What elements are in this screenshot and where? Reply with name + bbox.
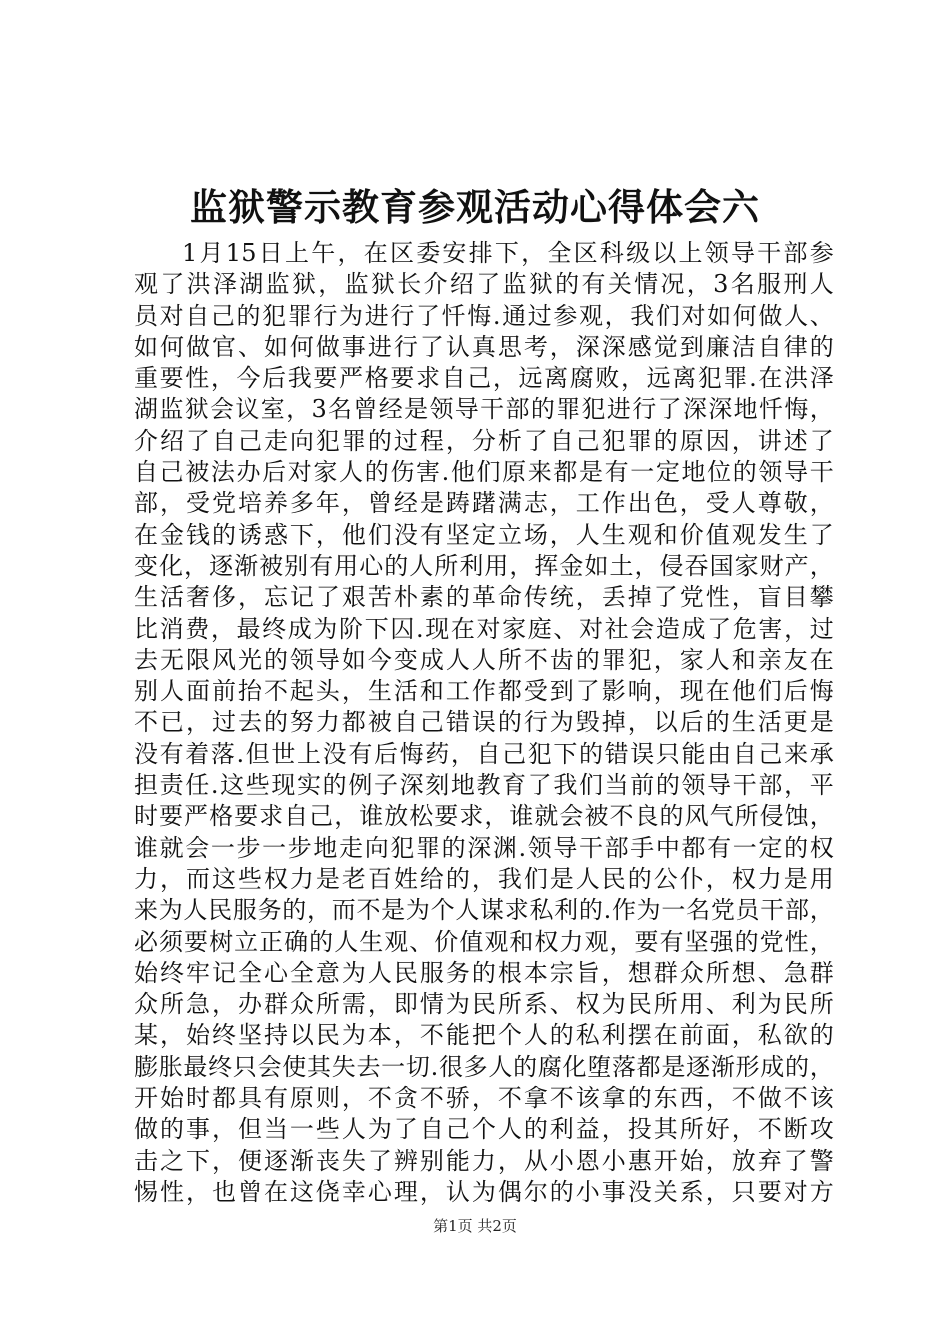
body-line: 击之下，便逐渐丧失了辨别能力，从小恩小惠开始，放弃了警	[134, 1146, 834, 1175]
document-title: 监狱警示教育参观活动心得体会六	[190, 185, 760, 229]
body-line: 开始时都具有原则，不贪不骄，不拿不该拿的东西，不做不该	[134, 1084, 834, 1113]
body-line: 时要严格要求自己，谁放松要求，谁就会被不良的风气所侵蚀，	[134, 802, 834, 831]
body-line: 担责任.这些现实的例子深刻地教育了我们当前的领导干部，平	[134, 771, 834, 800]
body-line: 观了洪泽湖监狱，监狱长介绍了监狱的有关情况，3名服刑人	[134, 270, 834, 299]
body-line: 惕性，也曾在这侥幸心理，认为偶尔的小事没关系，只要对方	[134, 1177, 834, 1206]
body-line: 重要性，今后我要严格要求自己，远离腐败，远离犯罪.在洪泽	[134, 364, 834, 393]
body-line: 在金钱的诱惑下，他们没有坚定立场，人生观和价值观发生了	[134, 520, 834, 549]
body-line: 介绍了自己走向犯罪的过程，分析了自己犯罪的原因，讲述了	[134, 426, 834, 455]
page-number-footer: 第1页 共2页	[433, 1217, 517, 1235]
body-line: 去无限风光的领导如今变成人人所不齿的罪犯，家人和亲友在	[134, 645, 834, 674]
body-line: 众所急，办群众所需，即情为民所系、权为民所用、利为民所	[134, 990, 834, 1019]
body-line: 比消费，最终成为阶下囚.现在对家庭、对社会造成了危害，过	[134, 614, 834, 643]
body-line: 湖监狱会议室，3名曾经是领导干部的罪犯进行了深深地忏悔，	[134, 395, 834, 424]
body-line: 力，而这些权力是老百姓给的，我们是人民的公仆，权力是用	[134, 864, 834, 893]
body-line: 没有着落.但世上没有后悔药，自己犯下的错误只能由自己来承	[134, 739, 834, 768]
body-line: 变化，逐渐被别有用心的人所利用，挥金如土，侵吞国家财产，	[134, 551, 834, 580]
body-line: 1月15日上午，在区委安排下，全区科级以上领导干部参	[182, 239, 834, 267]
document-body	[134, 238, 834, 1208]
body-line: 谁就会一步一步地走向犯罪的深渊.领导干部手中都有一定的权	[134, 833, 834, 862]
body-line: 如何做官、如何做事进行了认真思考，深深感觉到廉洁自律的	[134, 332, 834, 361]
body-line: 员对自己的犯罪行为进行了忏悔.通过参观，我们对如何做人、	[134, 301, 834, 330]
body-line: 生活奢侈，忘记了艰苦朴素的革命传统，丢掉了党性，盲目攀	[134, 583, 834, 612]
body-line: 部，受党培养多年，曾经是踌躇满志，工作出色，受人尊敬，	[134, 489, 834, 518]
body-line: 做的事，但当一些人为了自己个人的利益，投其所好，不断攻	[134, 1115, 834, 1144]
body-line: 某，始终坚持以民为本，不能把个人的私利摆在前面，私欲的	[134, 1021, 834, 1050]
body-line: 膨胀最终只会使其失去一切.很多人的腐化堕落都是逐渐形成的，	[134, 1052, 834, 1081]
body-line: 必须要树立正确的人生观、价值观和权力观，要有坚强的党性，	[134, 927, 834, 956]
body-line: 不已，过去的努力都被自己错误的行为毁掉，以后的生活更是	[134, 708, 834, 737]
body-line: 自己被法办后对家人的伤害.他们原来都是有一定地位的领导干	[134, 458, 834, 487]
body-line: 始终牢记全心全意为人民服务的根本宗旨，想群众所想、急群	[134, 958, 834, 987]
body-line: 来为人民服务的，而不是为个人谋求私利的.作为一名党员干部，	[134, 896, 834, 925]
body-line: 别人面前抬不起头，生活和工作都受到了影响，现在他们后悔	[134, 677, 834, 706]
